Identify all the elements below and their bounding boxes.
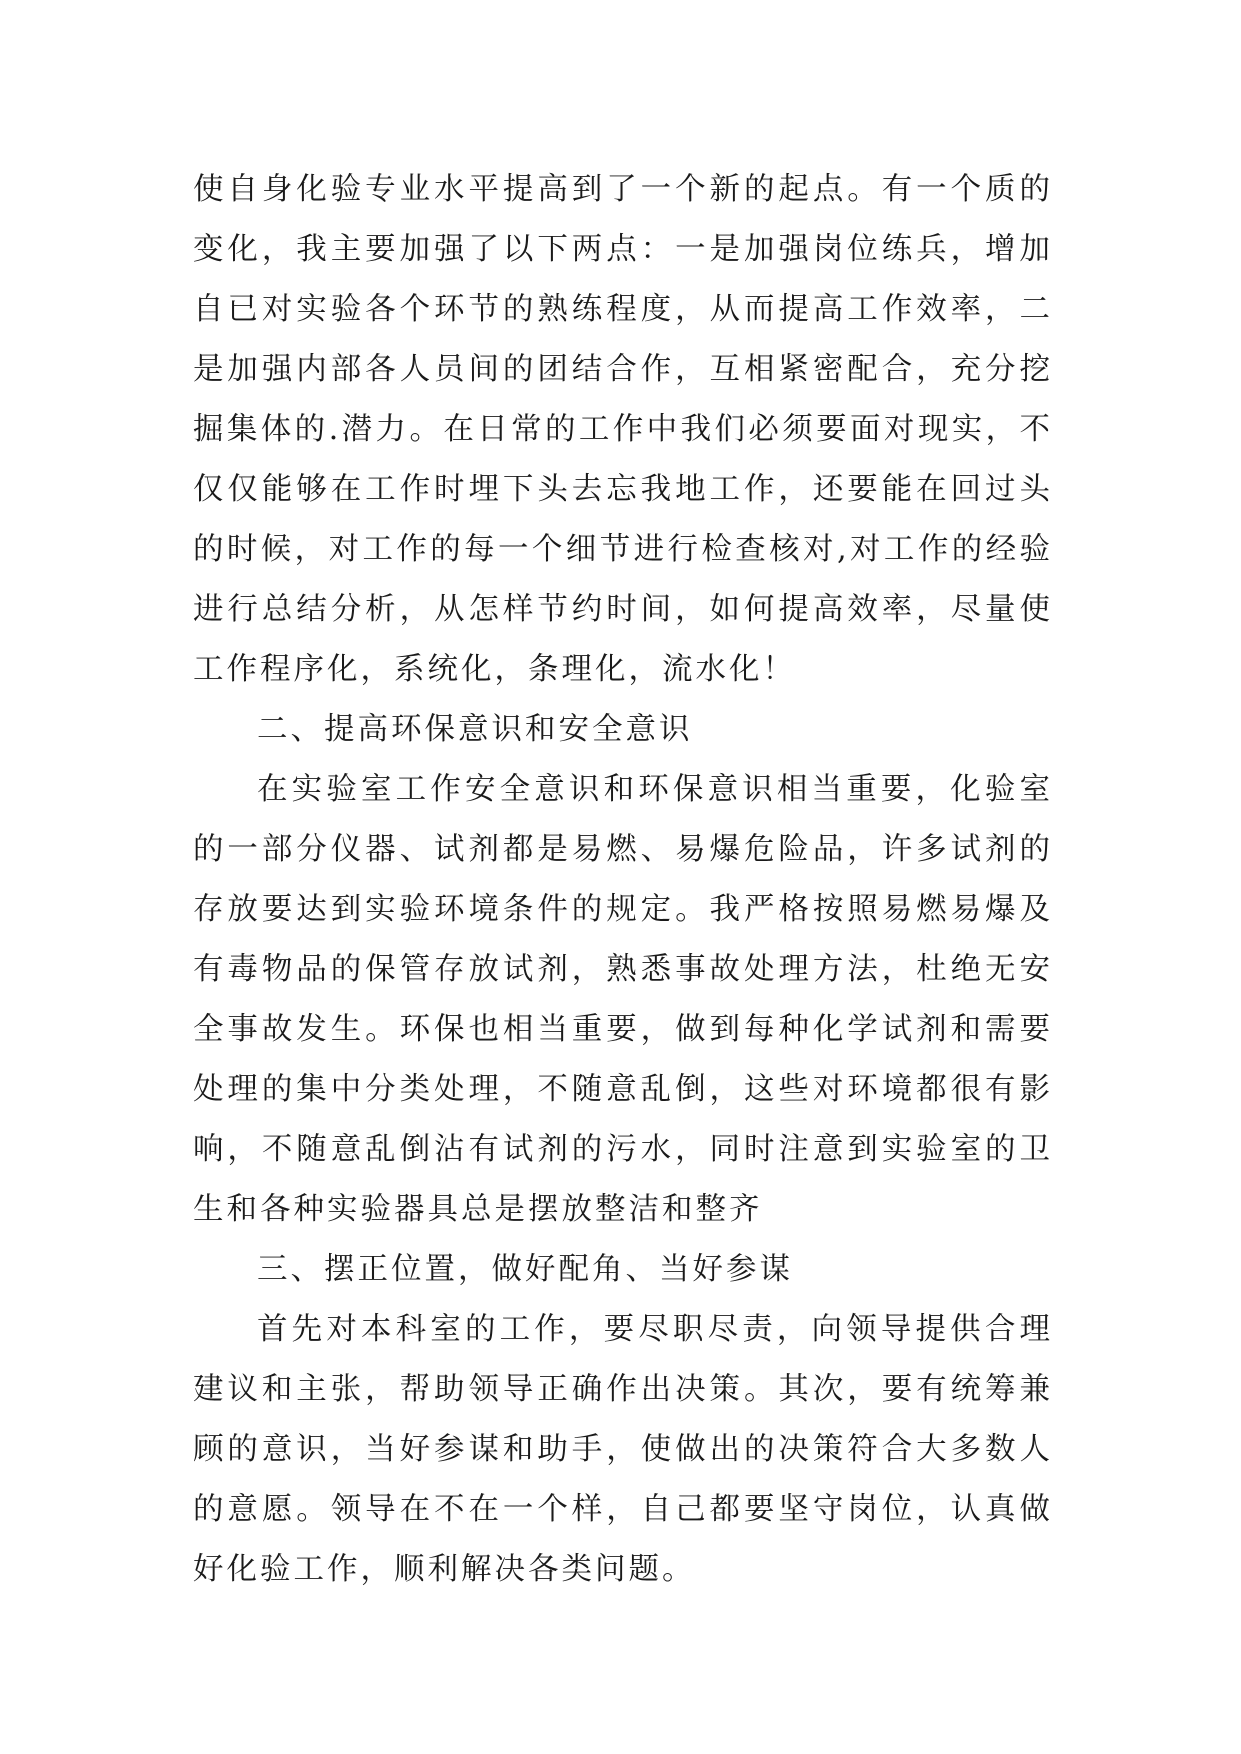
paragraph-position-role: 首先对本科室的工作，要尽职尽责，向领导提供合理建议和主张，帮助领导正确作出决策。其次，要有统筹兼顾的意识，当好参谋和助手，使做出的决策符合大多数人的意愿。领导在不在一个样，自己都要坚守岗位，认真做好化验工作，顺利解决各类问题。	[193, 1312, 1053, 1587]
section-heading-position-role: 三、摆正位置，做好配角、当好参谋	[257, 1252, 793, 1287]
paragraph-environment-safety: 在实验室工作安全意识和环保意识相当重要，化验室的一部分仪器、试剂都是易燃、易爆危险品，许多试剂的存放要达到实验环境条件的规定。我严格按照易燃易爆及有毒物品的保管存放试剂，熟悉事故处理方法，杜绝无安全事故发生。环保也相当重要，做到每种化学试剂和需要处理的集中分类处理，不随意乱倒，这些对环境都很有影响，不随意乱倒沾有试剂的污水，同时注意到实验室的卫生和各种实验器具总是摆放整洁和整齐	[193, 772, 1053, 1227]
paragraph-continuation: 使自身化验专业水平提高到了一个新的起点。有一个质的变化，我主要加强了以下两点：一是加强岗位练兵，增加自已对实验各个环节的熟练程度，从而提高工作效率，二是加强内部各人员间的团结合作，互相紧密配合，充分挖掘集体的.潜力。在日常的工作中我们必须要面对现实，不仅仅能够在工作时埋下头去忘我地工作，还要能在回过头的时候，对工作的每一个细节进行检查核对,对工作的经验进行总结分析，从怎样节约时间，如何提高效率，尽量使工作程序化，系统化，条理化，流水化！	[193, 172, 1053, 687]
section-heading-environment-safety: 二、提高环保意识和安全意识	[257, 712, 693, 747]
document-body	[193, 160, 1053, 1600]
